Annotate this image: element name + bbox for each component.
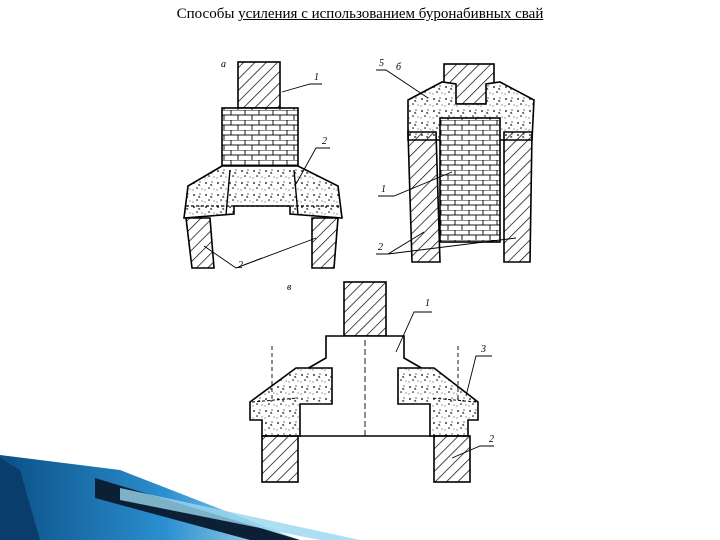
panel-v bbox=[250, 282, 494, 482]
panel-a-pile-left bbox=[186, 218, 214, 268]
panel-v-callout-3: 3 bbox=[481, 344, 486, 355]
panel-a-column bbox=[238, 62, 280, 108]
title-prefix: Способы bbox=[176, 6, 239, 22]
panel-b-letter: б bbox=[396, 62, 402, 73]
panel-a-brick-wall bbox=[222, 108, 298, 166]
panel-v-letter: в bbox=[287, 282, 292, 293]
panel-a-callout-2: 2 bbox=[322, 136, 327, 147]
panel-b-callout-1: 1 bbox=[381, 184, 386, 195]
panel-b-callout-5: 5 bbox=[379, 58, 384, 69]
panel-a-grillage bbox=[184, 166, 342, 218]
panel-a-pile-right bbox=[312, 218, 338, 268]
panel-b-brick-wall bbox=[440, 118, 500, 242]
panel-v-callout-1: 1 bbox=[425, 298, 430, 309]
panel-v-pile-left bbox=[262, 436, 298, 482]
panel-v-callout-2: 2 bbox=[489, 434, 494, 445]
panel-b bbox=[376, 58, 534, 262]
panel-v-column bbox=[344, 282, 386, 336]
panel-b-pile-right bbox=[504, 132, 532, 262]
panel-a-callout-1: 1 bbox=[314, 72, 319, 83]
panel-b-pile-left bbox=[408, 132, 440, 262]
title-underlined-text: усиления с использованием буронабивных свай bbox=[238, 6, 544, 22]
panel-a bbox=[184, 59, 342, 271]
panel-b-callout-2: 2 bbox=[378, 242, 383, 253]
panel-a-callout-2b: 2 bbox=[238, 260, 243, 271]
panel-a-letter: а bbox=[221, 59, 226, 70]
panel-v-pile-right bbox=[434, 436, 470, 482]
